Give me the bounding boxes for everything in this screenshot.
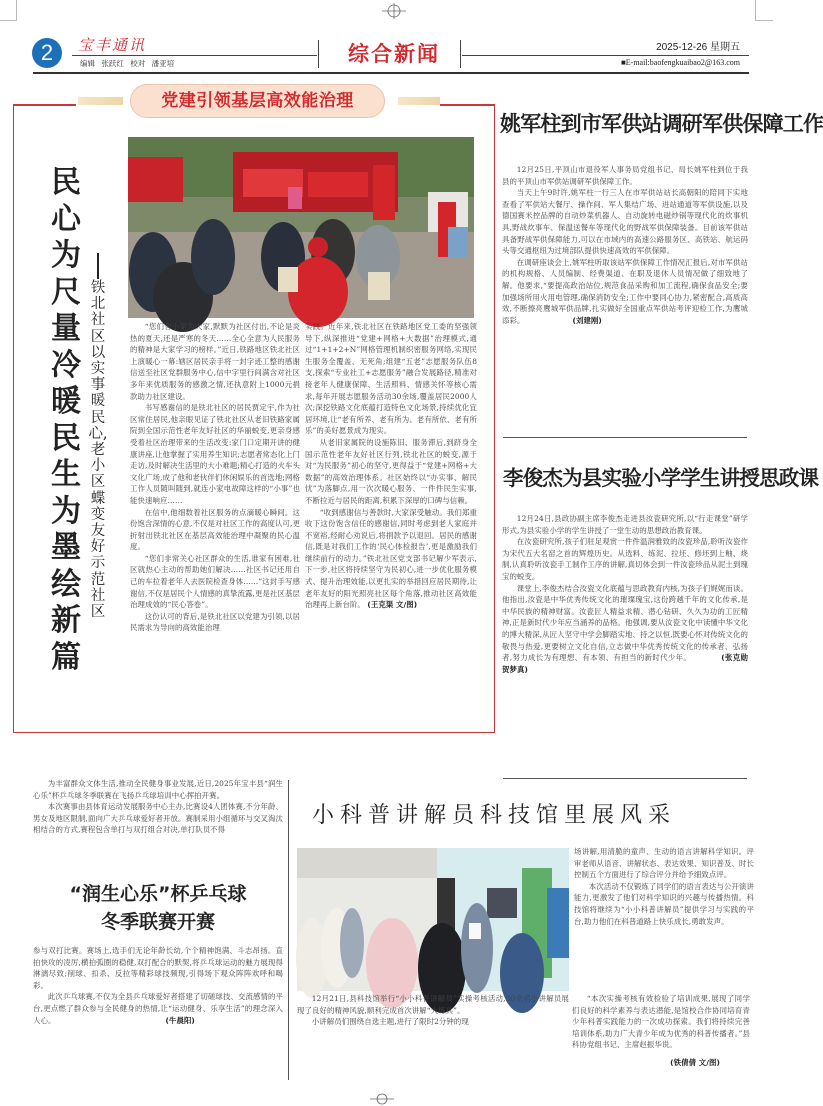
paragraph: 实践。近年来,铁北社区在铁路地区党工委的坚强领导下,纵深推进“党建+网格+大数据”治理模式,通过“1+1+2+N”网格管理机制织密服务网络,实现民生服务全覆盖、无死角;组建“五老”志愿服务队伍8支,探索“专业社工+志愿服务”融合发展路径,精准对接老年人健康保障、生活照料、情感关怀等核心需求,每年开展志愿服务活动30余场,覆盖居民2000人次;深挖铁路文化底蕴打造特色文化场景,持续优化宜居环境,让“老有所养、老有所为、老有所依、老有所乐”的美好愿景成为现实。	[305, 322, 477, 436]
paragraph	[502, 583, 748, 676]
paragraph-text: “收到感谢信与善款时,大家深受触动。我们郑重收下这份饱含信任的感谢信,同时考虑到老人家庭并不宽裕,经耐心劝说后,将捐款予以退回。居民的感谢信,既是对我们工作的‘民心体检报告’,更是激励我们继续前行的动力。”铁北社区党支部书记解少军表示,下一步,社区将持续坚守为民初心,进一步优化服务模式、提升治理效能,以更扎实的举措回应居民期待,让老年友好的阳光照亮社区每个角落,推动社区高效能治理再上新台阶。	[305, 507, 477, 610]
paragraph: 在汝瓷研究所,孩子们驻足观赏一件件温润雅致的汝瓷珍品,聆听汝瓷作为宋代五大名窑之首的辉煌历史。从选料、练泥、拉坯、修坯到上釉、烧制,认真聆听汝瓷手工制作工序的讲解,真切体会到一件汝瓷珍品从泥土到瑰宝的蜕变。	[502, 537, 748, 581]
article-body	[572, 993, 750, 1069]
editor-credits: 编辑 张跃红 校对 潘亚培	[80, 59, 175, 68]
article-headline[interactable]: 李俊杰为县实验小学学生讲授思政课	[503, 466, 819, 490]
paragraph: 本次活动不仅锻炼了同学们的语言表达与公开演讲能力,更激发了他们对科学知识的兴趣与传播热情。科技馆将继续为“小小科普讲解员”提供学习与实践的平台,助力他们在科普道路上快乐成长,勇敢发声。	[574, 881, 754, 926]
newspaper-name-logo: 宝丰通讯	[78, 36, 147, 54]
paragraph: 参与双打比赛。赛场上,选手们无论年龄长幼,个个精神饱满、斗志昂扬。直拍快攻的凌厉,横拍弧圈的稳健,双打配合的默契,将乒乓球运动的魅力展现得淋漓尽致;削球、扣杀、反拉等精彩球技频现,引得场下观众阵阵欢呼和喝彩。	[33, 946, 283, 990]
article-body	[297, 993, 569, 1028]
article-body	[574, 846, 754, 927]
article-body	[502, 513, 748, 675]
paragraph	[33, 991, 283, 1026]
paragraph: 12月24日,县政协副主席李俊杰走进县汝瓷研究所,以“行走课堂”研学形式,为县实验小学的学生讲授了一堂生动的思想政治教育课。	[502, 514, 748, 535]
article-body	[502, 164, 748, 326]
paragraph: 从老旧家属院的设施陈旧、服务滞后,到跻身全国示范性老年友好社区行列,铁北社区的蜕变,源于对“为民服务”初心的坚守,更得益于“党建+网格+大数据”的高效治理体系。社区始终以“办实事、解民忧”为落脚点,用一次次暖心服务、一件件民生实事,不断拉近与居民的距离,积累下深厚的口碑与信赖。	[305, 437, 477, 505]
paragraph-text: 此次乒乓球赛,不仅为全县乒乓球爱好者搭建了切磋球技、交流感情的平台,更点燃了群众参与全民健身的热情,让“运动健身、乐享生活”的理念深入人心。	[33, 992, 283, 1025]
crop-mark	[755, 0, 773, 21]
banner-decoration	[398, 97, 440, 105]
issue-date: 2025-12-26 星期五	[656, 42, 740, 53]
subheadline-dash	[97, 253, 99, 279]
paragraph: 在信中,他细数着社区服务的点滴暖心瞬间。这份饱含深情的心意,不仅是对社区工作的高度认可,更折射出铁北社区在基层高效能治理中凝聚的民心温度。	[130, 507, 300, 552]
paragraph: 12月25日,平顶山市退役军人事务局党组书记、局长姚军柱到位于我县的平顶山市军供站调研军供保障工作。	[502, 165, 748, 186]
article-body	[33, 778, 283, 836]
byline: (牛晨阳)	[165, 1015, 195, 1025]
paragraph	[502, 257, 748, 327]
paragraph-text: 在调研座谈会上,姚军柱听取该站军供保障工作情况汇报后,对市军供站的机构规格、人员编制、经费渠道、在职及退休人员情况做了细致地了解。他要求,“要提高政治站位,规范食品采购和加工流程,确保食品安全;要加强场所用火用电管理,确保消防安全;工作中要同心协力,紧密配合,高质高效,不断擦亮鹰城军供品牌,扎实做好全国重点军供站考评迎检工作,为鹰城添彩。	[502, 257, 748, 325]
paragraph: 本次赛事由县体育运动发展服务中心主办,比赛设4人团体赛,不分年龄、男女及地区限制,面向广大乒乓球爱好者开放。赛制采用小组循环与交叉淘汰相结合的方式,赛程包含单打与双打组合对决,单打队员不得	[33, 802, 283, 835]
byline: (铁倩倩 文/图)	[670, 1057, 720, 1067]
article-headline[interactable]: 小科普讲解员科技馆里展风采	[312, 803, 677, 828]
headline-line: 冬季联赛开赛	[100, 911, 215, 933]
feature-subheadline: 铁北社区以实事暖民心,老小区蝶变友好示范社区	[88, 280, 108, 621]
paragraph: “您们非常关心社区群众的生活,谁家有困难,社区就热心主动的帮助她们解决……社区书记还用自己的车拉着老年人去医院检查身体……”这封手写感谢信,不仅是居民个人情感的真挚流露,更是社区基层治理成效的“民心答卷”。	[130, 553, 300, 610]
feature-photo[interactable]	[128, 137, 474, 318]
header-divider	[460, 40, 461, 68]
contact-email[interactable]: ■E-mail:baofengkuaibao2@163.com	[620, 58, 740, 67]
feature-headline[interactable]: 民心为尺量冷暖 民生为墨绘新篇	[51, 165, 81, 675]
header-divider	[318, 40, 319, 68]
banner-decoration	[78, 97, 123, 105]
community-event-photo	[128, 137, 474, 318]
article-headline[interactable]	[33, 880, 283, 936]
article-divider	[503, 437, 747, 438]
paragraph: 场讲解,用清脆的童声、生动的语言讲解科学知识。评审老师从语音、讲解状态、表达效果、知识普及、时长控制五个方面进行了综合评分并给予细致点评。	[574, 847, 754, 880]
paragraph	[305, 507, 477, 611]
byline: (王克渠 文/图)	[367, 600, 418, 610]
feature-body-column-2	[305, 321, 477, 611]
topic-banner-text: 党建引领基层高效能治理	[161, 91, 354, 111]
paragraph: 当天上午9时许,姚军柱一行三人在市军供站站长高朝阳的陪同下实地查看了军供站大餐厅、操作间、军人集结广场、进站通道等军供设施,以及德国赛米控品牌的自动炒菜机器人、自动旋转电磁炒锅等现代化的炊事机具,野战炊事车、保温送餐车等现代化的野战军供保障装备。目前该军供站具备野战军供保障能力,可以在市域内的高速公路服务区、高铁站、航运码头等交通枢纽为过境部队提供快速高效的军供保障。	[502, 188, 748, 256]
paragraph: 这份认可的背后,是铁北社区以党建为引领,以居民需求为导向的高效能治理	[130, 611, 300, 633]
crop-mark	[0, 0, 17, 21]
registration-mark-icon	[370, 1092, 394, 1106]
column-divider	[288, 780, 289, 1080]
paragraph: 书写感谢信的是铁北社区的居民贾定宇,作为社区常住居民,他亲眼见证了铁北社区从老旧铁路家属院到全国示范性老年友好社区的华丽蜕变,更亲身感受着社区治理带来的生活改变:家门口定期开讲的健康讲座,让他掌握了实用养生知识;志愿者常态化上门走访,及时解决生活里的大小难题;精心打造的火车头文化广场,成了他和老伙伴们休闲娱乐的首选地;网格工作人员随叫随到,就连小家电故障这样的“小事”也能快速响应……	[130, 403, 300, 505]
byline: (张克勋 贺梦真)	[502, 653, 748, 674]
paragraph: “您们舍小家为大家,默默为社区付出,不论是炎热的夏天,还是严寒的冬天……全心全意为人民服务的精神是大家学习的榜样。”近日,铁路地区铁北社区上演暖心一幕:辖区居民亲手将一封字迹工整的感谢信送至社区党群服务中心,信中字里行间满含对社区多年来优质服务的感激之情,还执意附上1000元捐款助力社区建设。	[130, 322, 300, 401]
paragraph: 12月21日,县科技馆举行“小小科普讲解员”实操考核活动,30余名小讲解员展现了良好的精神风貌,顺利完成首次讲解“大练兵”。	[297, 994, 569, 1015]
header-rule	[33, 72, 749, 74]
paragraph: 小讲解员们围绕自选主题,进行了限时2分钟的现	[311, 1017, 469, 1027]
feature-body-column-1	[130, 321, 300, 634]
registration-mark-icon	[382, 2, 406, 20]
page-number-badge: 2	[32, 38, 62, 68]
frame-line	[440, 104, 495, 106]
article-headline[interactable]: 姚军柱到市军供站调研军供保障工作	[500, 111, 823, 136]
paragraph-text: 课堂上,李俊杰结合汝瓷文化底蕴与思政教育内核,为孩子们娓娓而谈。他指出,汝瓷是中华优秀传统文化的璀璨瑰宝,这份跨越千年的文化传承,是中华民族的精神财富。汝瓷匠人精益求精、潜心钻研、久久为功的工匠精神,正是新时代少年应当涵养的品格。他强调,要从汝瓷文化中读懂中华文化的博大精深,从匠人坚守中学会脚踏实地、持之以恒,既要心怀对传统文化的敬畏与热爱,更要树立文化自信,立志做中华优秀传统文化的传承者、弘扬者,努力成长为有理想、有本领、有担当的新时代少年。	[502, 583, 748, 663]
paragraph: “本次实操考核有效检验了培训成果,展现了同学们良好的科学素养与表达潜能,是馆校合作协同培育青少年科普实践能力的一次成功探索。我们将持续完善培训体系,助力广大青少年成为优秀的科普传播者。”县科协党组书记、主席赵振华说。	[572, 994, 750, 1050]
article-divider	[503, 778, 747, 779]
headline-line: “润生心乐”杯乒乓球	[69, 883, 247, 905]
header-divider	[72, 55, 317, 56]
byline: (刘建刚)	[572, 315, 602, 325]
science-museum-photo	[297, 848, 569, 991]
header-divider	[462, 55, 749, 56]
section-title: 综合新闻	[348, 42, 440, 66]
science-photo[interactable]	[297, 848, 569, 991]
frame-line	[13, 104, 76, 106]
paragraph: 为丰富群众文体生活,推动全民健身事业发展,近日,2025年宝丰县“润生心乐”杯乒乓球冬季联赛在飞扬乒乓球培训中心挥拍开赛。	[33, 779, 283, 800]
article-body	[33, 945, 283, 1026]
